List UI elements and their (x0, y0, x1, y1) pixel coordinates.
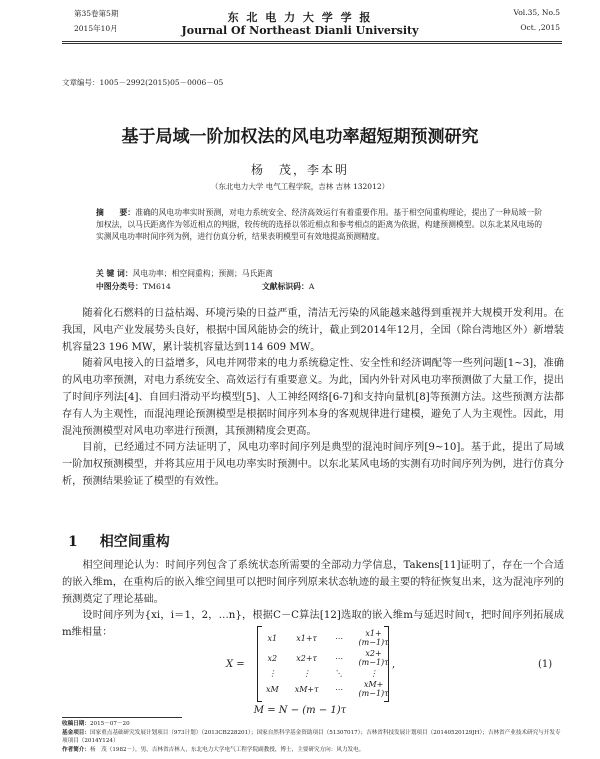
matrix-cell: xM+(m−1)τ (358, 680, 389, 698)
article-title: 基于局域一阶加权法的风电功率超短期预测研究 (121, 127, 479, 147)
paragraph: 设时间序列为{xi，i＝1，2，…n}，根据C－C算法[12]选取的嵌入维m与延迟时间τ，把时间序列拓展成m维相量： (62, 610, 564, 639)
abstract-text: 准确的风电功率实时预测，对电力系统安全、经济高效运行有着重要作用。基于相空间重构理论，提出了一种局域一阶加权法，以马氏距离作为邻近相点的判据，较传统的选择以邻近相点和参考相点的距离为依据，构建预测模型。以东北某风电场的实测风电功率时间序列为例，进行仿真分析，结果表明模型可有效地提高预测精度。 (96, 208, 542, 242)
paragraph: 相空间理论认为：时间序列包含了系统状态所需要的全部动力学信息，Takens[11]证明了，存在一个合适的嵌入维m，在重构后的嵌入维空间里可以把时间序列原来状态轨迹的最主要的特征恢复出来，这为混沌序列的预测奠定了理论基础。 (62, 560, 564, 605)
matrix-cell: ⋯ (334, 653, 343, 663)
classification-value: TM614 (142, 282, 171, 291)
matrix-cell: xM (266, 684, 279, 694)
footnotes (62, 720, 564, 754)
journal-title-en: Journal Of Northeast Dianli University (181, 24, 419, 37)
abstract (96, 207, 542, 244)
paragraph: 随着风电接入的日益增多，风电并网带来的电力系统稳定性、安全性和经济调配等一些列问题[1~3]，准确的风电功率预测，对电力系统安全、高效运行有重要意义。为此，国内外针对风电功率预测做了大量工作，提出了时间序列法[4]、自回归滑动平均模型[5]、人工神经网络[6-7]和支持向量机[8]等预测方法。这些预测方法都存有人为主观性，而混沌理论预测模型是根据时间序列本身的客观规律进行建模，避免了人为主观性。因此，用混沌预测模型对风电功率进行预测，其预测精度会更高。 (62, 358, 564, 437)
header-date-cn: 2015年10月 (74, 24, 118, 33)
matrix-row (258, 628, 397, 648)
section-heading (68, 531, 170, 551)
footnote-label: 作者简介： (62, 746, 90, 753)
footnote-text: 国家重点基础研究发展计划项目（973计划）（2013CB228201）；国家自然科学基金资助项目（51307017）；吉林省科技发展计划项目（20140520129JH）；吉林省产业技术研究与开发专项项目（2014Y124） (62, 729, 561, 745)
matrix-cell: x2+(m−1)τ (358, 649, 389, 667)
matrix-row (258, 679, 397, 699)
footnote-received (62, 720, 564, 729)
article-number: 文章编号：1005－2992(2015)05－0006－05 (62, 78, 224, 87)
keywords (96, 268, 273, 279)
keywords-label: 关 键 词： (96, 269, 133, 278)
equation-matrix (257, 626, 389, 702)
header-rule-thin (62, 43, 562, 44)
document-code-value: A (308, 282, 315, 291)
matrix-cell: x1 (267, 633, 278, 643)
matrix-cell: xM+τ (294, 684, 319, 694)
matrix-cell: x1+τ (296, 633, 317, 643)
matrix-cell: ⋯ (334, 633, 343, 643)
footnote-funding (62, 729, 564, 746)
authors: 杨 茂，李本明 (250, 163, 349, 177)
matrix-cell: ⋮ (369, 669, 378, 678)
section-number: 1 (68, 534, 78, 550)
matrix-cell: x2 (267, 653, 278, 663)
paragraph: 目前，已经通过不同方法证明了，风电功率时间序列是典型的混沌时间序列[9~10]。基于此，提出了局域一阶加权预测模型，并将其应用于风电功率实时预测中。以东北某风电场的实测有功时间序列为例，进行仿真分析，预测结果验证了模型的有效性。 (62, 442, 564, 487)
matrix-cell: x2+τ (296, 653, 317, 663)
matrix-row (258, 668, 397, 679)
document-code-label: 文献标识码： (262, 282, 309, 291)
matrix-row (258, 648, 397, 668)
classification-number (96, 281, 171, 292)
footnote-label: 基金项目： (62, 729, 90, 736)
equation-comma: , (392, 659, 396, 670)
section-title: 相空间重构 (99, 534, 170, 550)
header-volume-cn: 第35卷第5期 (74, 9, 119, 18)
equation-number: (1) (538, 659, 553, 670)
journal-title-cn: 东 北 电 力 大 学 学 报 (227, 11, 373, 24)
document-code (262, 281, 314, 292)
footnote-author (62, 746, 564, 755)
abstract-label: 摘 要： (96, 208, 136, 217)
header-date-en: Oct. ,2015 (520, 23, 560, 32)
footnote-rule (62, 717, 182, 718)
introduction (62, 306, 564, 491)
footnote-text: 2015－07－20 (89, 721, 130, 727)
matrix-cell: ⋱ (334, 669, 343, 678)
equation-lhs: X = (226, 659, 245, 670)
matrix-cell: ⋮ (302, 669, 311, 678)
matrix-cell: ⋮ (268, 669, 277, 678)
matrix-cell: ⋯ (334, 684, 343, 694)
matrix-table (258, 628, 397, 699)
keywords-text: 风电功率；相空间重构；预测；马氏距离 (132, 269, 273, 278)
footnote-text: 杨 茂（1982－），男，吉林省吉林人，东北电力大学电气工程学院副教授，博士，主要研究方向：风力发电。 (89, 746, 365, 753)
matrix-cell: x1+(m−1)τ (358, 629, 389, 647)
footnote-label: 收稿日期： (62, 721, 90, 727)
equation-sub: M = N − (m − 1)τ (253, 705, 347, 716)
header-rule (62, 41, 562, 42)
paragraph: 随着化石燃料的日益枯竭、环境污染的日益严重，清洁无污染的风能越来越得到重视并大规模开发利用。在我国，风电产业发展势头良好，根据中国风能协会的统计，截止到2014年12月，全国（除台湾地区外）新增装机容量23 196 MW，累计装机容量达到114 609 MW。 (62, 308, 564, 353)
affiliation: （东北电力大学 电气工程学院，吉林 吉林 132012） (210, 182, 390, 191)
header-volume-en: Vol.35, No.5 (513, 8, 560, 17)
classification-label: 中图分类号： (96, 282, 143, 291)
